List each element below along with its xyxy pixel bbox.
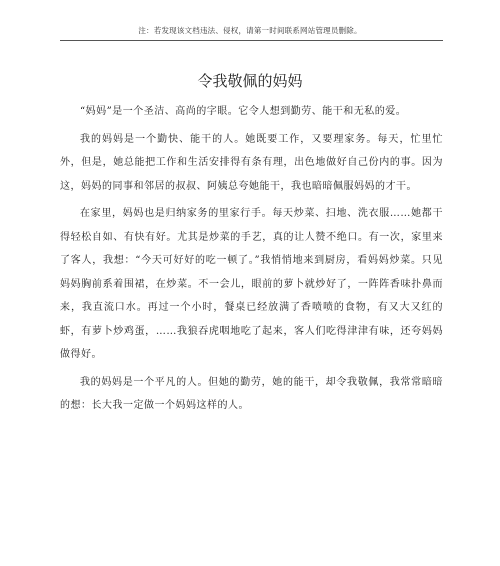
document-title: 令我敬佩的妈妈: [197, 72, 303, 90]
header-divider: [60, 40, 443, 41]
copyright-notice: 注：若发现该文档违法、侵权，请第一时间联系网站管理员删除。: [138, 26, 362, 35]
paragraph: 我的妈妈是一个平凡的人。但她的勤劳，她的能干，却令我敬佩，我常常暗暗的想：长大我一定做一个妈妈这样的人。: [60, 376, 443, 411]
paragraph: “妈妈”是一个圣洁、高尚的字眼。它令人想到勤劳、能干和无私的爱。: [80, 106, 407, 117]
paragraph: 我的妈妈是一个勤快、能干的人。她既要工作，又要理家务。每天，忙里忙外，但是，她总能把工作和生活安排得有条有理，出色地做好自己份内的事。因为这，妈妈的同事和邻居的叔叔、阿姨总夸她能干，我也暗暗佩服妈妈的才干。: [60, 133, 443, 192]
paragraph: 在家里，妈妈也是归纳家务的里家行手。每天炒菜、扫地、洗衣服……她都干得轻松自如、有快有好。尤其是炒菜的手艺，真的让人赞不绝口。有一次，家里来了客人，我想：“今天可好好的吃一顿了。”我悄悄地来到厨房，看妈妈炒菜。只见妈妈胸前系着围裙，在炒菜。不一会儿，眼前的萝卜就炒好了，一阵阵香味扑鼻而来，我直流口水。再过一个小时，餐桌已经放满了香喷喷的食物，有又大又红的虾，有萝卜炒鸡蛋，……我狼吞虎咽地吃了起来，客人们吃得津津有味，还夸妈妈做得好。: [60, 208, 443, 360]
document-body: [60, 100, 443, 422]
